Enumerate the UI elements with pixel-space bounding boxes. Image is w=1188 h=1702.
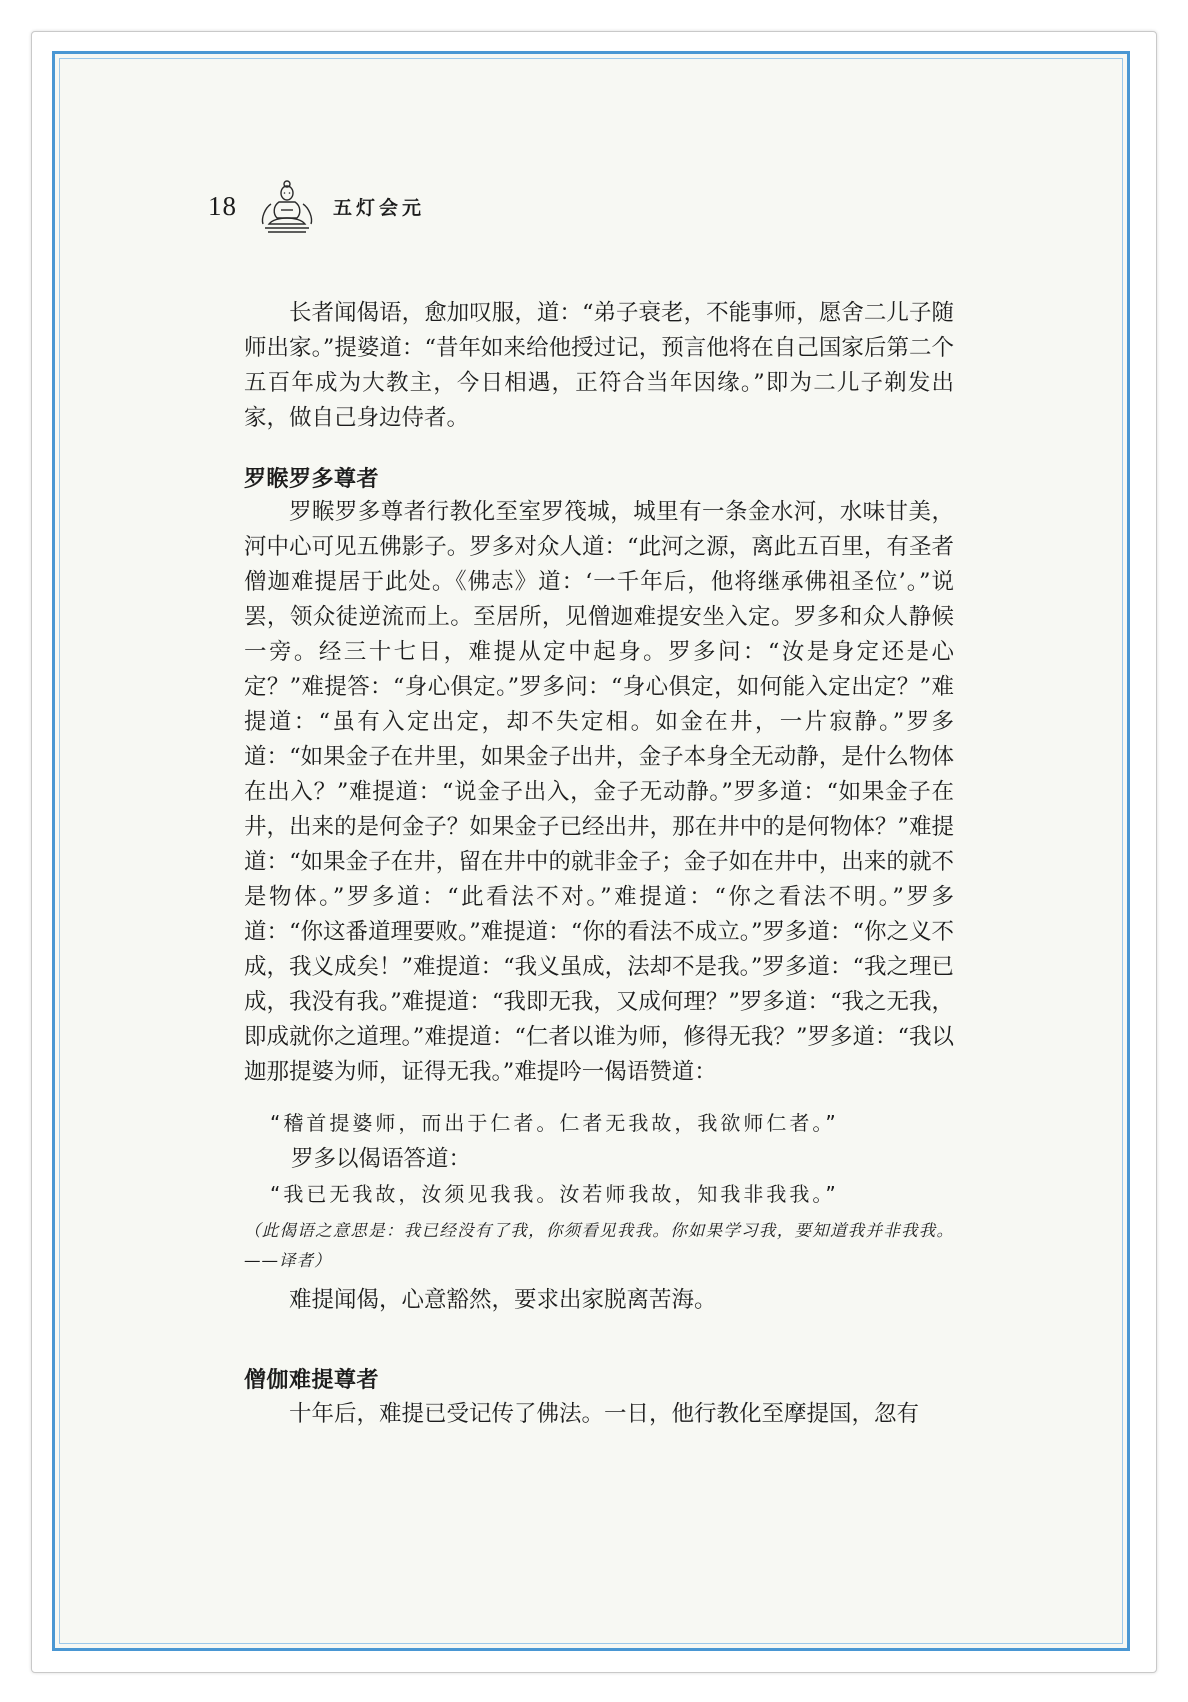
seated-buddha-icon [259, 178, 315, 234]
section-title-sanghanandi: 僧伽难提尊者 [244, 1367, 380, 1393]
section1-paragraph: 罗睺罗多尊者行教化至室罗筏城，城里有一条金水河，水味甘美，河中心可见五佛影子。罗多对众人道：“此河之源，离此五百里，有圣者僧迦难提居于此处。《佛志》道：‘一千年后，他将继承佛祖圣位’。”说罢，领众徒逆流而上。至居所，见僧迦难提安坐入定。罗多和众人静候一旁。经三十七日，难提从定中起身。罗多问：“汝是身定还是心定？”难提答：“身心俱定。”罗多问：“身心俱定，如何能入定出定？”难提道：“虽有入定出定，却不失定相。如金在井，一片寂静。”罗多道：“如果金子在井里，如果金子出井，金子本身全无动静，是什么物体在出入？”难提道：“说金子出入，金子无动静。”罗多道：“如果金子在井，出来的是何金子？如果金子已经出井，那在井中的是何物体？”难提道：“如果金子在井，留在井中的就非金子；金子如在井中，出来的就不是物体。”罗多道：“此看法不对。”难提道：“你之看法不明。”罗多道：“你这番道理要败。”难提道：“你的看法不成立。”罗多道：“你之义不成，我义成矣！”难提道：“我义虽成，法却不是我。”罗多道：“我之理已成，我没有我。”难提道：“我即无我，又成何理？”罗多道：“我之无我，即成就你之道理。”难提道：“仁者以谁为师，修得无我？”罗多道：“我以迦那提婆为师，证得无我。”难提吟一偈语赞道： [244, 499, 955, 1085]
section1-paragraph-block [244, 495, 954, 1090]
section2-paragraph: 十年后，难提已受记传了佛法。一日，他行教化至摩提国，忽有 [289, 1401, 920, 1427]
verse-praise: “稽首提婆师，而出于仁者。仁者无我故，我欲师仁者。” [270, 1111, 839, 1135]
page-header [208, 178, 425, 234]
translator-note: （此偈语之意思是：我已经没有了我，你须看见我我。你如果学习我，要知道我并非我我。——译者） [244, 1221, 954, 1270]
closing-paragraph: 难提闻偈，心意豁然，要求出家脱离苦海。 [289, 1287, 717, 1313]
page-number: 18 [208, 190, 237, 221]
reply-line: 罗多以偈语答道： [291, 1146, 472, 1172]
verse-reply: “我已无我故，汝须见我我。汝若师我故，知我非我我。” [270, 1182, 839, 1206]
section2-paragraph-block [244, 1397, 954, 1432]
intro-paragraph-block [244, 296, 954, 436]
closing-paragraph-block [244, 1283, 954, 1318]
section-title-rahulata: 罗睺罗多尊者 [244, 466, 380, 492]
book-title: 五灯会元 [333, 196, 426, 219]
intro-paragraph: 长者闻偈语，愈加叹服，道：“弟子衰老，不能事师，愿舍二儿子随师出家。”提婆道：“昔年如来给他授过记，预言他将在自己国家后第二个五百年成为大教主，今日相遇，正符合当年因缘。”即为二儿子剃发出家，做自己身边侍者。 [244, 300, 954, 431]
